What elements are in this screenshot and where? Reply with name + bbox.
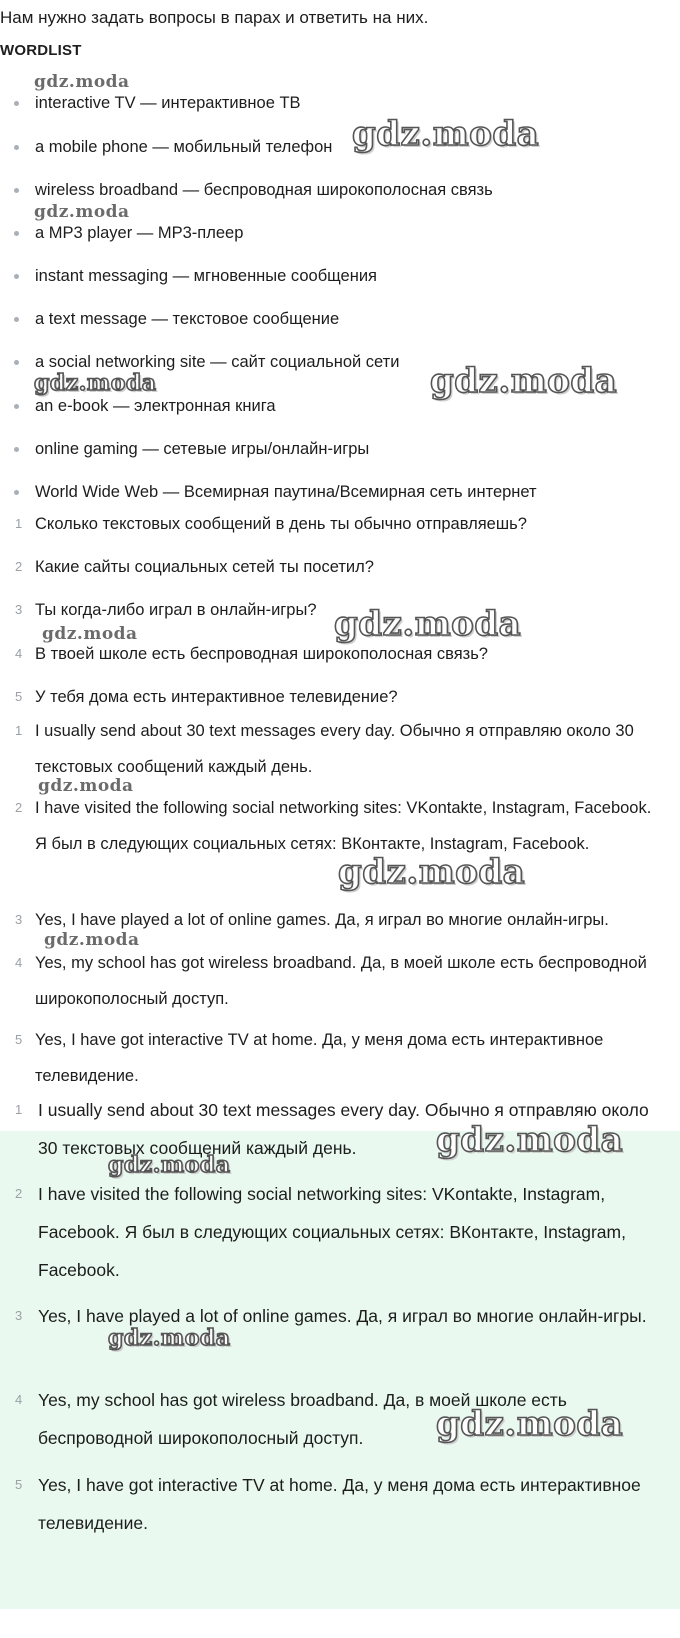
bullet-icon — [14, 145, 19, 150]
item-number: 5 — [15, 689, 23, 704]
watermark: gdz.moda — [436, 1120, 624, 1160]
item-number: 4 — [15, 646, 23, 661]
bullet-icon — [14, 317, 19, 322]
item-number: 5 — [15, 1032, 23, 1047]
bullet-icon — [14, 404, 19, 409]
watermark: gdz.moda — [42, 624, 138, 644]
watermark: gdz.moda — [334, 604, 522, 644]
item-number: 2 — [15, 559, 23, 574]
watermark: gdz.moda — [436, 1404, 624, 1444]
bullet-icon — [14, 360, 19, 365]
item-number: 5 — [15, 1477, 23, 1492]
item-number: 3 — [15, 602, 23, 617]
item-number: 1 — [15, 723, 23, 738]
item-number: 1 — [15, 516, 23, 531]
watermark: gdz.moda — [338, 852, 526, 892]
bullet-icon — [14, 447, 19, 452]
bullet-icon — [14, 188, 19, 193]
bullet-icon — [14, 274, 19, 279]
bullet-icon — [14, 101, 19, 106]
watermark: gdz.moda — [44, 930, 140, 950]
item-number: 4 — [15, 1392, 23, 1407]
watermark: gdz.moda — [34, 370, 157, 396]
item-number: 2 — [15, 800, 23, 815]
bullet-icon — [14, 490, 19, 495]
item-number: 4 — [15, 955, 23, 970]
watermark: gdz.moda — [108, 1152, 231, 1178]
item-number: 1 — [15, 1102, 23, 1117]
wordlist-heading: WORDLIST — [0, 42, 82, 59]
item-number: 2 — [15, 1186, 23, 1201]
watermark: gdz.moda — [38, 776, 134, 796]
item-number: 3 — [15, 1308, 23, 1323]
watermark: gdz.moda — [352, 114, 540, 154]
watermark: gdz.moda — [34, 202, 130, 222]
watermark: gdz.moda — [430, 361, 618, 401]
intro-text: Нам нужно задать вопросы в парах и ответить на них. — [0, 8, 429, 27]
watermark: gdz.moda — [108, 1325, 231, 1351]
bullet-icon — [14, 231, 19, 236]
watermark: gdz.moda — [34, 72, 130, 92]
item-number: 3 — [15, 912, 23, 927]
